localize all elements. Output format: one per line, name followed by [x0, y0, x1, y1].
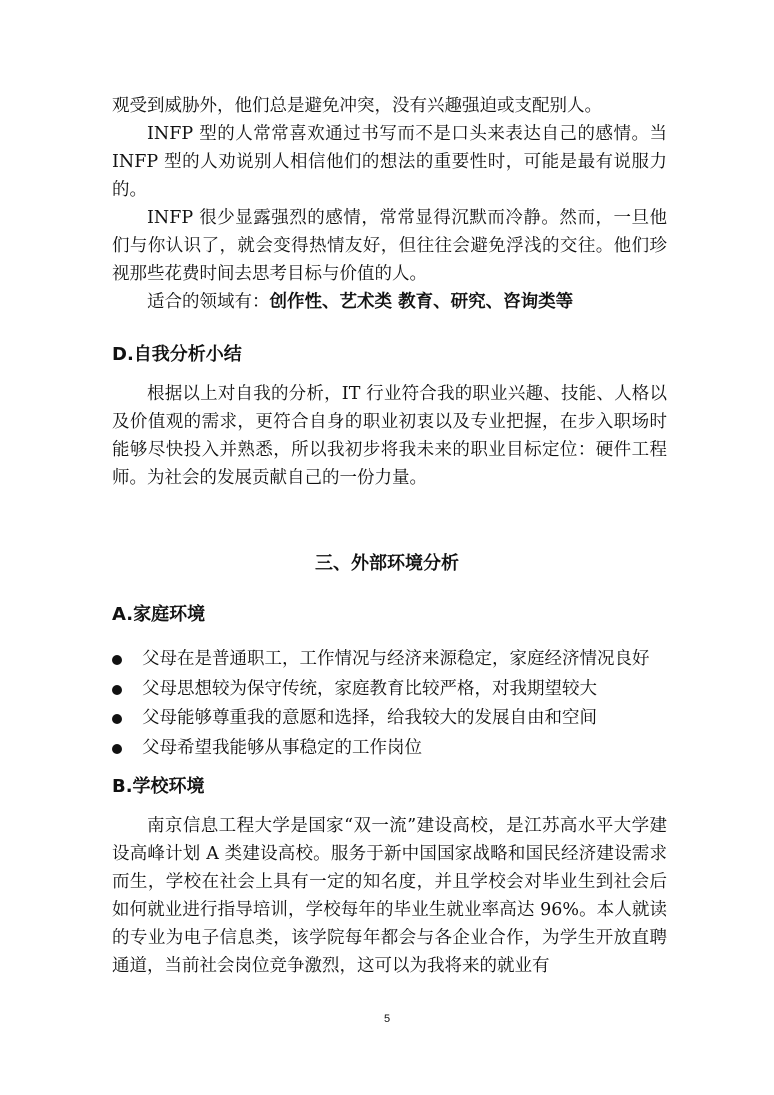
- section-a-heading: A.家庭环境: [112, 604, 206, 625]
- section-d-body: 根据以上对自我的分析，IT 行业符合我的职业兴趣、技能、人格以及价值观的需求，更符合自身的职业初衷以及专业把握，在步入职场时能够尽快投入并熟悉，所以我初步将我未来的职业目标定位：硬件工程师。为社会的发展贡献自己的一份力量。: [112, 384, 667, 488]
- bullet-dot-icon: [112, 714, 122, 724]
- bullet-dot-icon: [112, 744, 122, 754]
- bullet-dot-icon: [112, 685, 122, 695]
- paragraph-infp-emotion: INFP 很少显露强烈的感情，常常显得沉默而冷静。然而，一旦他们与你认识了，就会变得热情友好，但往往会避免浮浅的交往。他们珍视那些花费时间去思考目标与价值的人。: [112, 208, 667, 284]
- bullet-dot-icon: [112, 655, 122, 665]
- section-b-heading: B.学校环境: [112, 776, 205, 797]
- fields-label: 适合的领域有：: [147, 292, 270, 312]
- intro-line: 观受到威胁外，他们总是避免冲突，没有兴趣强迫或支配别人。: [112, 96, 602, 116]
- list-item: 父母希望我能够从事稳定的工作岗位: [112, 734, 672, 764]
- paragraph-infp-writing: INFP 型的人常常喜欢通过书写而不是口头来表达自己的感情。当INFP 型的人劝说别人相信他们的想法的重要性时，可能是最有说服力的。: [112, 124, 667, 200]
- list-item: 父母能够尊重我的意愿和选择，给我较大的发展自由和空间: [112, 704, 672, 734]
- chapter-title: 三、外部环境分析: [315, 553, 459, 574]
- list-item: 父母在是普通职工，工作情况与经济来源稳定，家庭经济情况良好: [112, 645, 672, 675]
- suitable-fields: [112, 288, 667, 316]
- family-bullet-list: [112, 645, 672, 763]
- section-b-body: 南京信息工程大学是国家“双一流”建设高校，是江苏高水平大学建设高峰计划 A 类建设高校。服务于新中国国家战略和国民经济建设需求而生，学校在社会上具有一定的知名度，并且学校会对毕业生到社会后如何就业进行指导培训，学校每年的毕业生就业率高达 96%。本人就读的专业为电子信息类，该学院每年都会与各企业合作，为学生开放直聘通道，当前社会岗位竞争激烈，这可以为我将来的就业有: [112, 816, 667, 976]
- fields-value: 创作性、艺术类 教育、研究、咨询类等: [269, 292, 574, 312]
- page-number: 5: [383, 1013, 391, 1025]
- list-item: 父母思想较为保守传统，家庭教育比较严格，对我期望较大: [112, 675, 672, 705]
- section-d-heading: D.自我分析小结: [112, 344, 242, 365]
